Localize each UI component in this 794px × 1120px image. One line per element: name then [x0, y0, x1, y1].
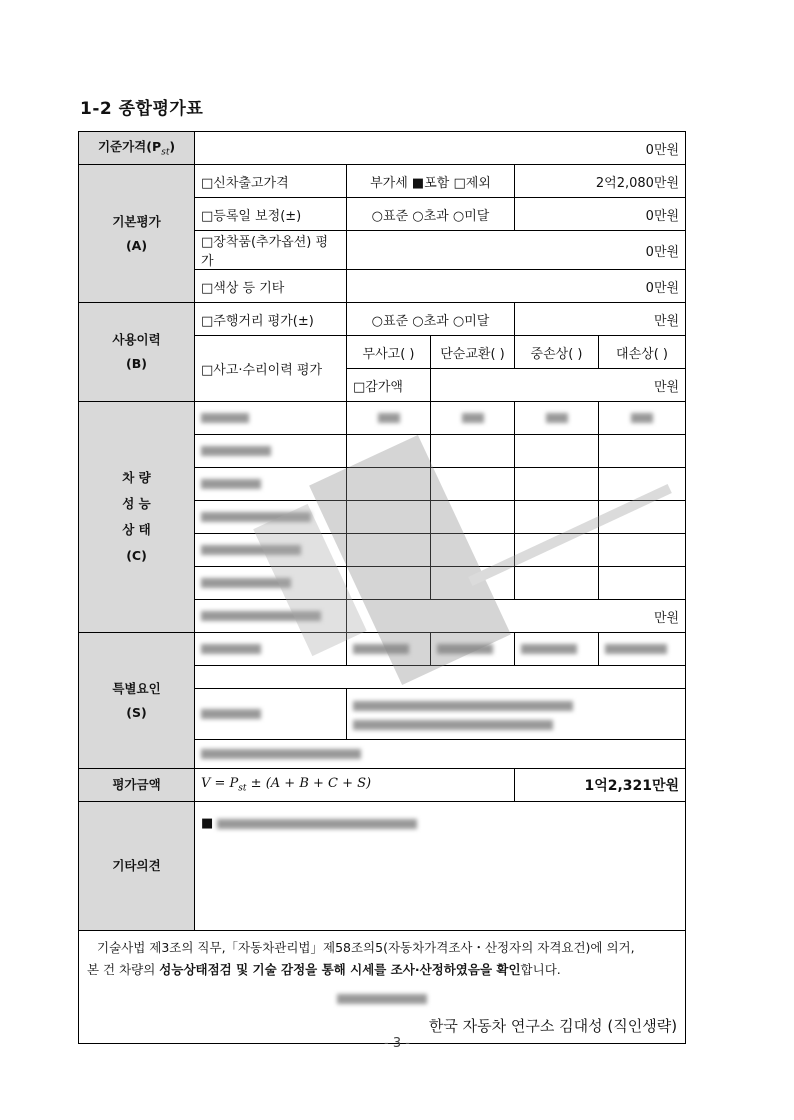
special-row	[195, 633, 347, 666]
certification-footer	[79, 931, 686, 1044]
amount-label: 평가금액	[79, 769, 195, 802]
special-header: 특별요인 (S)	[79, 633, 195, 769]
date-line	[87, 987, 677, 1009]
condition-row	[195, 600, 347, 633]
opinion-text: ■	[195, 802, 686, 931]
amount-value: 1억2,321만원	[515, 769, 686, 802]
accident-option-simple[interactable]: 단순교환( )	[431, 336, 515, 369]
signer: 한국 자동차 연구소 김대성 (직인생략)	[428, 1017, 678, 1035]
condition-col-head	[347, 402, 431, 435]
accessories-item[interactable]: □장착품(추가옵션) 평가	[195, 231, 347, 270]
special-row	[195, 740, 686, 769]
usage-header: 사용이력 (B)	[79, 303, 195, 402]
condition-row	[195, 435, 347, 468]
condition-row	[195, 534, 347, 567]
condition-col-head	[515, 402, 599, 435]
accident-option-medium[interactable]: 중손상( )	[515, 336, 599, 369]
registration-adjust-item[interactable]: □등록일 보정(±)	[195, 198, 347, 231]
condition-col-head	[599, 402, 686, 435]
mileage-item[interactable]: □주행거리 평가(±)	[195, 303, 347, 336]
condition-col-head	[195, 402, 347, 435]
mileage-options[interactable]: ○표준 ○초과 ○미달	[347, 303, 515, 336]
condition-row	[195, 501, 347, 534]
opinion-label: 기타의견	[79, 802, 195, 931]
deduction-label[interactable]: □감가액	[347, 369, 431, 402]
condition-header: 차 량 성 능 상 태 (C)	[79, 402, 195, 633]
accident-option-major[interactable]: 대손상( )	[599, 336, 686, 369]
accessories-value: 0만원	[347, 231, 686, 270]
new-car-price-item[interactable]: □신차출고가격	[195, 165, 347, 198]
mileage-value: 만원	[515, 303, 686, 336]
registration-adjust-value: 0만원	[515, 198, 686, 231]
section-title: 1-2 종합평가표	[80, 99, 204, 119]
condition-row	[195, 468, 347, 501]
condition-row	[195, 567, 347, 600]
certification-text-1: 기술사법 제3조의 직무,「자동차관리법」제58조의5(자동차가격조사・산정자의 자격요건)에 의거,	[97, 940, 635, 955]
base-price-value: 0만원	[195, 132, 686, 165]
color-etc-value: 0만원	[347, 270, 686, 303]
condition-value: 만원	[347, 600, 686, 633]
evaluation-table	[78, 131, 686, 1044]
page-number: - 3 -	[384, 1036, 410, 1051]
base-price-label: 기준가격$(P_{st})$	[79, 132, 195, 165]
certification-text-2: 본 건 차량의 성능상태점검 및 기술 감정을 통해 시세를 조사·산정하였음을 확인합니다.	[87, 962, 561, 977]
accident-option-none[interactable]: 무사고( )	[347, 336, 431, 369]
deduction-value: 만원	[431, 369, 686, 402]
condition-col-head	[431, 402, 515, 435]
vat-option[interactable]: 부가세 ■포함 □제외	[347, 165, 515, 198]
basic-eval-header: 기본평가 (A)	[79, 165, 195, 303]
special-row	[195, 689, 347, 740]
color-etc-item[interactable]: □색상 등 기타	[195, 270, 347, 303]
accident-item[interactable]: □사고·수리이력 평가	[195, 336, 347, 402]
registration-adjust-options[interactable]: ○표준 ○초과 ○미달	[347, 198, 515, 231]
special-row	[195, 666, 686, 689]
new-car-price-value: 2억2,080만원	[515, 165, 686, 198]
amount-formula: $V = P_{st} \pm (A + B + C + S)$	[195, 769, 515, 802]
